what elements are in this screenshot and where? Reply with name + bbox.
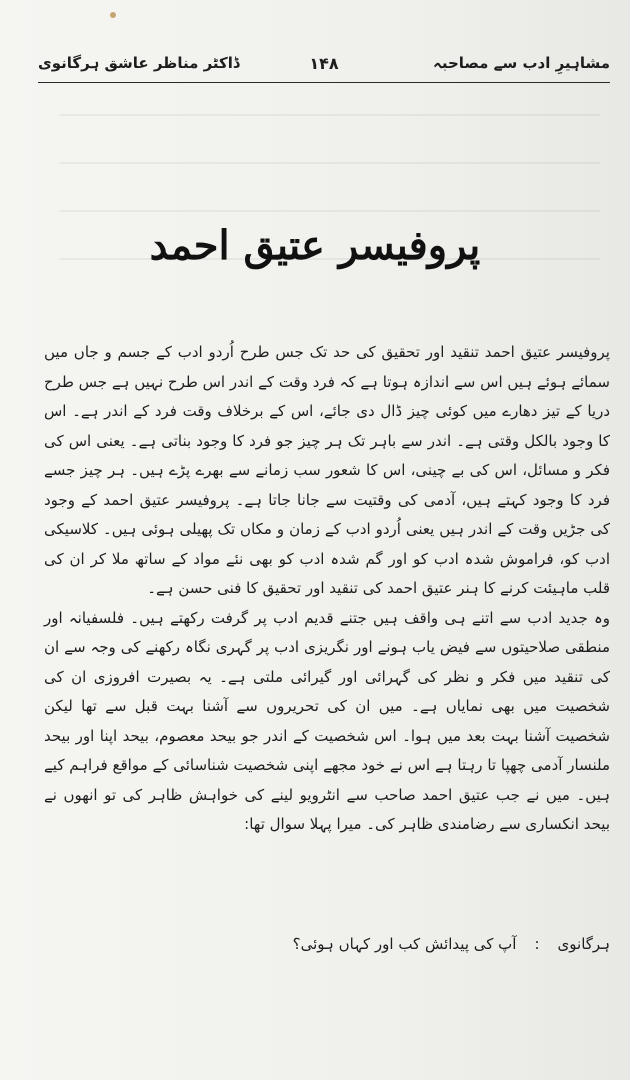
article-body <box>44 338 610 840</box>
chapter-title: پروفیسر عتیق احمد <box>149 222 481 269</box>
question-text: آپ کی پیدائش کب اور کہاں ہوئی؟ <box>292 935 517 953</box>
question-separator: : <box>534 935 540 953</box>
question-speaker: ہرگانوی <box>557 935 610 953</box>
header-author: ڈاکٹر مناظر عاشق ہرگانوی <box>38 54 240 72</box>
header-book-title: مشاہیرِ ادب سے مصاحبہ <box>433 54 610 72</box>
paragraph: پروفیسر عتیق احمد تنقید اور تحقیق کی حد تک جس طرح اُردو ادب کے جسم و جاں میں سمائے ہوئے ہیں اس سے اندازہ ہوتا ہے کہ فرد وقت کے اندر اس طرح نہیں ہے جس طرح دریا کے تیز دھارے میں کوئی چیز ڈال دی جائے، اس کے برخلاف وقت فرد کے اندر ہے۔ اس کا وجود بالکل وقتی ہے۔ اندر سے باہر تک ہر چیز جو فرد کا وجود بناتی ہے۔ یعنی اس کی فکر و مسائل، اس کی بے چینی، اس کا شعور سب زمانے سے بھرے پڑے ہیں۔ ہر چیز جسے فرد کا وجود کہتے ہیں، آدمی کی وقتیت سے جانا جاتا ہے۔ پروفیسر عتیق احمد کے وجود کی جڑیں وقت کے اندر ہیں یعنی اُردو ادب کے زمان و مکاں تک پھیلی ہوئی ہیں۔ کلاسیکی ادب کو، فراموش شدہ ادب کو اور گم شدہ ادب کو بھی نئے مواد کے ساتھ ملا کر ان کی قلب ماہیئت کرنے کا ہنر عتیق احمد کی تنقید اور تحقیق کا فنی حسن ہے۔ <box>44 343 610 597</box>
paragraph: وہ جدید ادب سے اتنے ہی واقف ہیں جتنے قدیم ادب پر گرفت رکھتے ہیں۔ فلسفیانہ اور منطقی صلاحیتوں سے فیض یاب ہونے اور نگریزی ادب پر گہری نگاہ رکھنے کی وجہ سے ان کی تنقید میں فکر و نظر کی گہرائی اور گیرائی ملتی ہے۔ یہ بصیرت افروزی ان کی شخصیت میں بھی نمایاں ہے۔ میں ان کی تحریروں سے آشنا بہت قبل سے تھا لیکن شخصیت آشنا بہت بعد میں ہوا۔ اس شخصیت کے اندر جو بیحد معصوم، بیحد اپنا اور بیحد ملنسار آدمی چھپا تا رہتا ہے اس نے خود مجھے اپنی شخصیت شناسائی کے مواقع فراہم کیے ہیں۔ میں نے جب عتیق احمد صاحب سے انٹرویو لینے کی خواہش ظاہر کی تو انھوں نے بیحد انکساری سے رضامندی ظاہر کی۔ میرا پہلا سوال تھا: <box>44 608 610 833</box>
ink-spot <box>110 12 116 18</box>
running-header <box>38 45 610 81</box>
header-rule <box>38 82 610 83</box>
interview-question <box>44 935 610 953</box>
page-number: ۱۴۸ <box>309 53 339 73</box>
